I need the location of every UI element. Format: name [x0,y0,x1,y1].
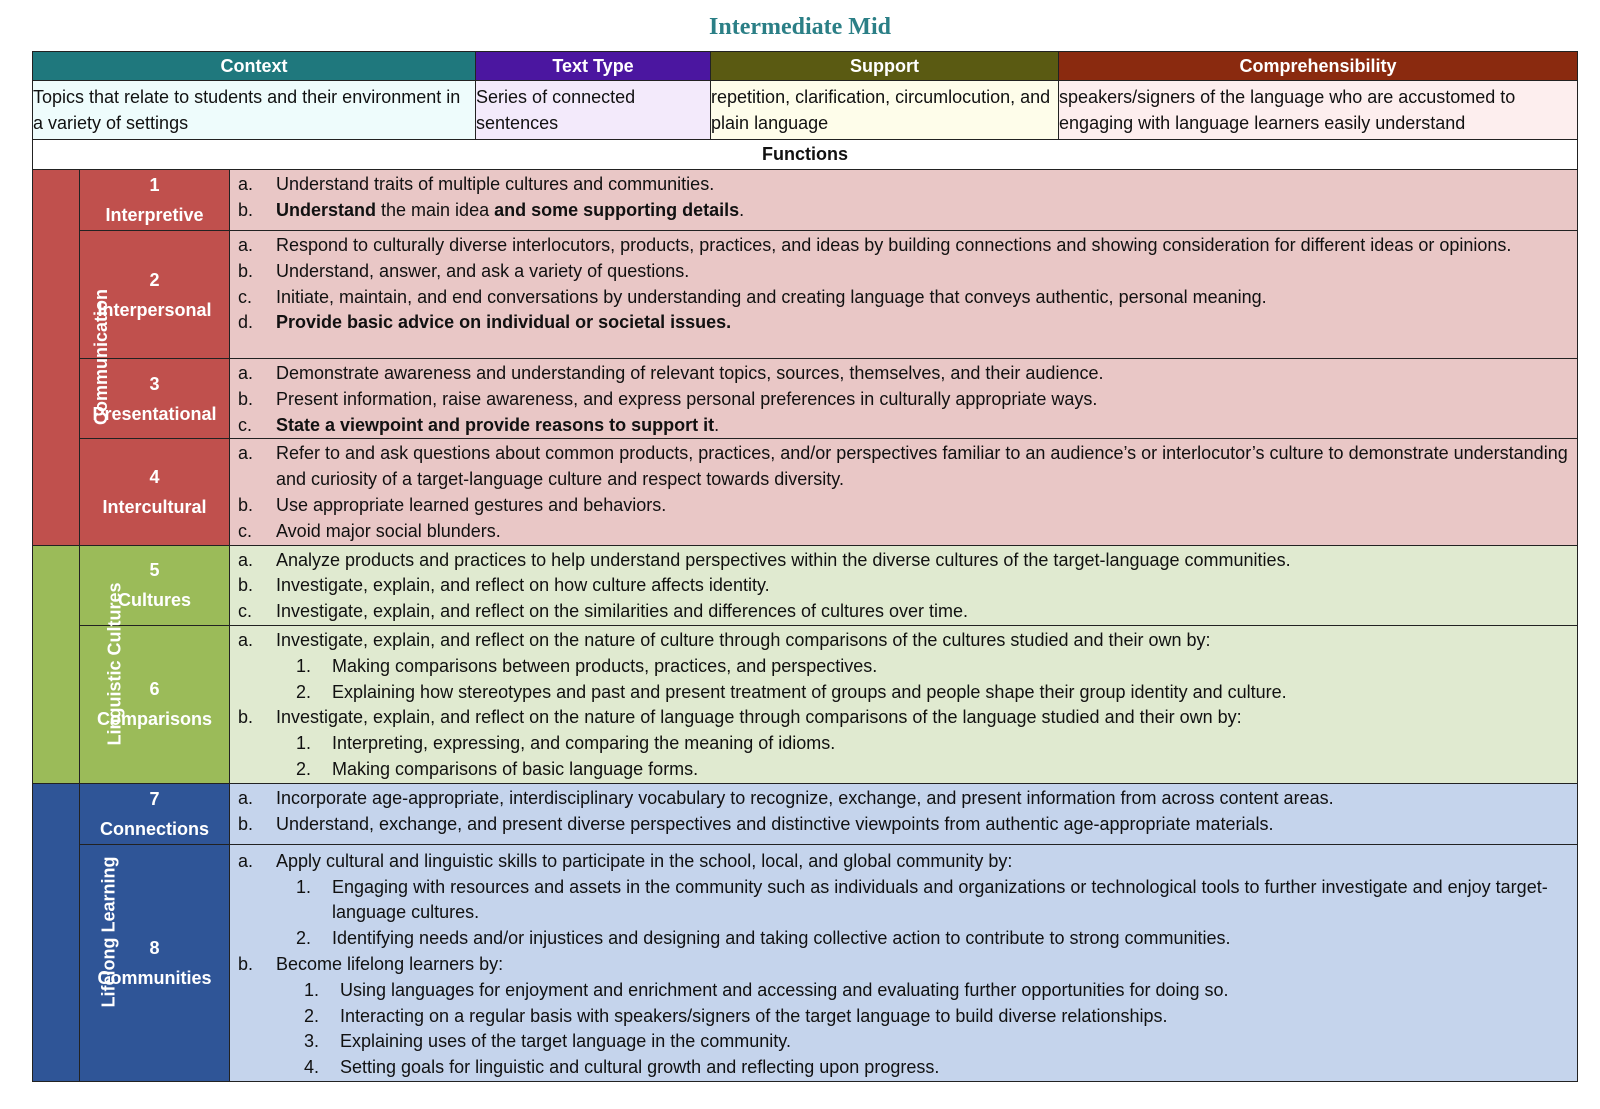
list-item: Using languages for enjoyment and enrichment and accessing and evaluating further opportunities for doing so. [340,979,1229,1000]
item-marker: b. [238,707,254,728]
comprehensibility-cell: speakers/signers of the language who are accustomed to engaging with language learners easily understand [1059,81,1578,140]
list-item: Become lifelong learners by: [276,953,504,974]
list-item: Setting goals for linguistic and cultural growth and reflecting upon progress. [340,1057,940,1078]
item-marker: 1. [296,733,312,754]
list-item: Apply cultural and linguistic skills to participate in the school, local, and global community by: [276,850,1013,871]
list-item: Explaining uses of the target language in the community. [340,1031,791,1052]
skill-name: Connections [99,818,209,839]
skill-row-6 [33,625,1578,783]
list-item: Investigate, explain, and reflect on the nature of culture through comparisons of the cultures studied and their own by: [276,629,1211,650]
context-row [33,81,1578,140]
skill-row-8 [33,844,1578,1081]
list-item: Incorporate age-appropriate, interdisciplinary vocabulary to recognize, exchange, and present information from across content areas. [276,787,1334,808]
group-label: Communication [91,289,112,426]
item-marker: 2. [296,928,312,949]
item-marker: 2. [304,1005,320,1026]
list-item: Investigate, explain, and reflect on the nature of language through comparisons of the language studied and their own by: [276,707,1242,728]
item-marker: a. [238,235,254,255]
list-item: Interacting on a regular basis with speakers/signers of the target language to build diverse relationships. [340,1005,1168,1026]
header-comprehensibility: Comprehensibility [1059,52,1578,81]
header-support: Support [711,52,1059,81]
list-item: Refer to and ask questions about common products, practices, and/or perspectives familiar to an audience’s or interlocutor’s culture to demonstrate understanding and curiosity of a target-language culture and respect towards diversity. [276,443,1568,490]
skill-row-5 [33,545,1578,625]
skill-5-functions [230,545,1578,625]
item-marker: b. [238,388,254,409]
item-marker: b. [238,953,254,974]
page-title: Intermediate Mid [709,14,891,40]
group-communication [33,170,112,546]
item-marker: a. [238,443,254,464]
item-marker: b. [238,575,254,596]
item-marker: c. [238,414,253,435]
item-marker: a. [238,787,254,808]
skill-row-2 [33,231,1578,359]
skill-name: Cultures [117,590,191,611]
text-type-cell: Series of connected sentences [476,81,711,140]
list-item: Use appropriate learned gestures and behaviors. [276,494,667,515]
skill-number: 4 [149,466,160,487]
group-linguistic-cultures [33,545,125,783]
skill-1-cell [80,170,230,231]
list-item: Understand traits of multiple cultures and communities. [276,174,715,194]
list-item: Respond to culturally diverse interlocutors, products, practices, and ideas by building connections and showing consideration for different ideas or opinions. [276,235,1512,255]
functions-row [33,140,1578,170]
list-item: Understand, answer, and ask a variety of questions. [276,260,690,281]
group-label: Linguistic Cultures [104,582,125,746]
group-label: Lifelong Learning [98,856,119,1008]
list-item: Present information, raise awareness, and express personal preferences in culturally appropriate ways. [276,388,1098,409]
list-item: Interpreting, expressing, and comparing the meaning of idioms. [332,733,836,754]
header-text-type: Text Type [476,52,711,81]
skill-4-functions [230,439,1578,545]
list-item: State a viewpoint and provide reasons to support it. [276,414,720,435]
item-marker: 1. [304,979,320,1000]
item-marker: b. [238,813,254,834]
item-marker: 2. [296,758,312,779]
item-marker: d. [238,312,254,333]
list-item: Provide basic advice on individual or societal issues. [276,312,732,333]
skill-8-functions [230,844,1578,1081]
header-context: Context [33,52,476,81]
skill-name: Interpretive [105,205,204,225]
skill-number: 2 [149,269,160,290]
skill-number: 5 [149,560,160,581]
item-marker: 4. [304,1057,320,1078]
skill-row-1 [33,170,1578,231]
list-item: Explaining how stereotypes and past and present treatment of groups and people shape their group identity and culture. [332,681,1287,702]
skill-2-functions [230,231,1578,359]
item-marker: b. [238,199,254,220]
skill-row-3 [33,359,1578,439]
item-marker: c. [238,286,253,307]
list-item: Making comparisons between products, practices, and perspectives. [332,655,878,676]
item-marker: a. [238,850,254,871]
skill-row-4 [33,439,1578,545]
skill-name: Presentational [92,403,217,424]
header-row [33,52,1578,81]
item-marker: 2. [296,681,312,702]
list-item: Analyze products and practices to help understand perspectives within the diverse cultures of the target-language communities. [276,549,1291,570]
skill-4-cell [80,439,230,545]
skill-6-functions [230,625,1578,783]
skill-number: 1 [149,175,160,195]
list-item: Understand the main idea and some supporting details. [276,199,745,220]
support-cell: repetition, clarification, circumlocution, and plain language [711,81,1059,140]
list-item: Understand, exchange, and present diverse perspectives and distinctive viewpoints from authentic age-appropriate materials. [276,813,1274,834]
item-marker: a. [238,549,254,570]
skill-row-7 [33,783,1578,844]
skill-1-functions [230,170,1578,231]
item-marker: b. [238,260,254,281]
skill-name: Interpersonal [97,299,212,320]
skill-number: 3 [149,373,160,394]
item-marker: a. [238,629,254,650]
item-marker: 1. [296,655,312,676]
functions-header: Functions [33,140,1578,170]
list-item: Investigate, explain, and reflect on the similarities and differences of cultures over time. [276,601,969,622]
item-marker: b. [238,494,254,515]
list-item: Demonstrate awareness and understanding of relevant topics, sources, themselves, and their audience. [276,363,1104,383]
item-marker: a. [238,174,254,194]
list-item: Engaging with resources and assets in the community such as individuals and organizations or technological tools to further investigate and enjoy target-language cultures. [332,876,1548,923]
skill-name: Comparisons [96,709,213,730]
skill-name: Communities [97,967,212,988]
list-item: Identifying needs and/or injustices and designing and taking collective action to contribute to strong communities. [332,928,1231,949]
list-item: Initiate, maintain, and end conversations by understanding and creating language that conveys authentic, personal meaning. [276,286,1267,307]
skill-7-functions [230,783,1578,844]
item-marker: c. [238,520,253,541]
list-item: Investigate, explain, and reflect on how culture affects identity. [276,575,770,596]
standards-table [32,51,1578,1082]
context-cell: Topics that relate to students and their environment in a variety of settings [33,81,476,140]
item-marker: 3. [304,1031,320,1052]
group-lifelong-learning [33,783,119,1081]
skill-name: Intercultural [102,496,207,517]
item-marker: a. [238,363,254,383]
skill-number: 7 [149,788,160,809]
item-marker: 1. [296,876,312,897]
skill-number: 6 [149,679,160,700]
list-item: Making comparisons of basic language forms. [332,758,699,779]
skill-7-cell [80,783,230,844]
skill-3-functions [230,359,1578,439]
list-item: Avoid major social blunders. [276,520,501,541]
item-marker: c. [238,601,253,622]
skill-number: 8 [149,937,160,958]
